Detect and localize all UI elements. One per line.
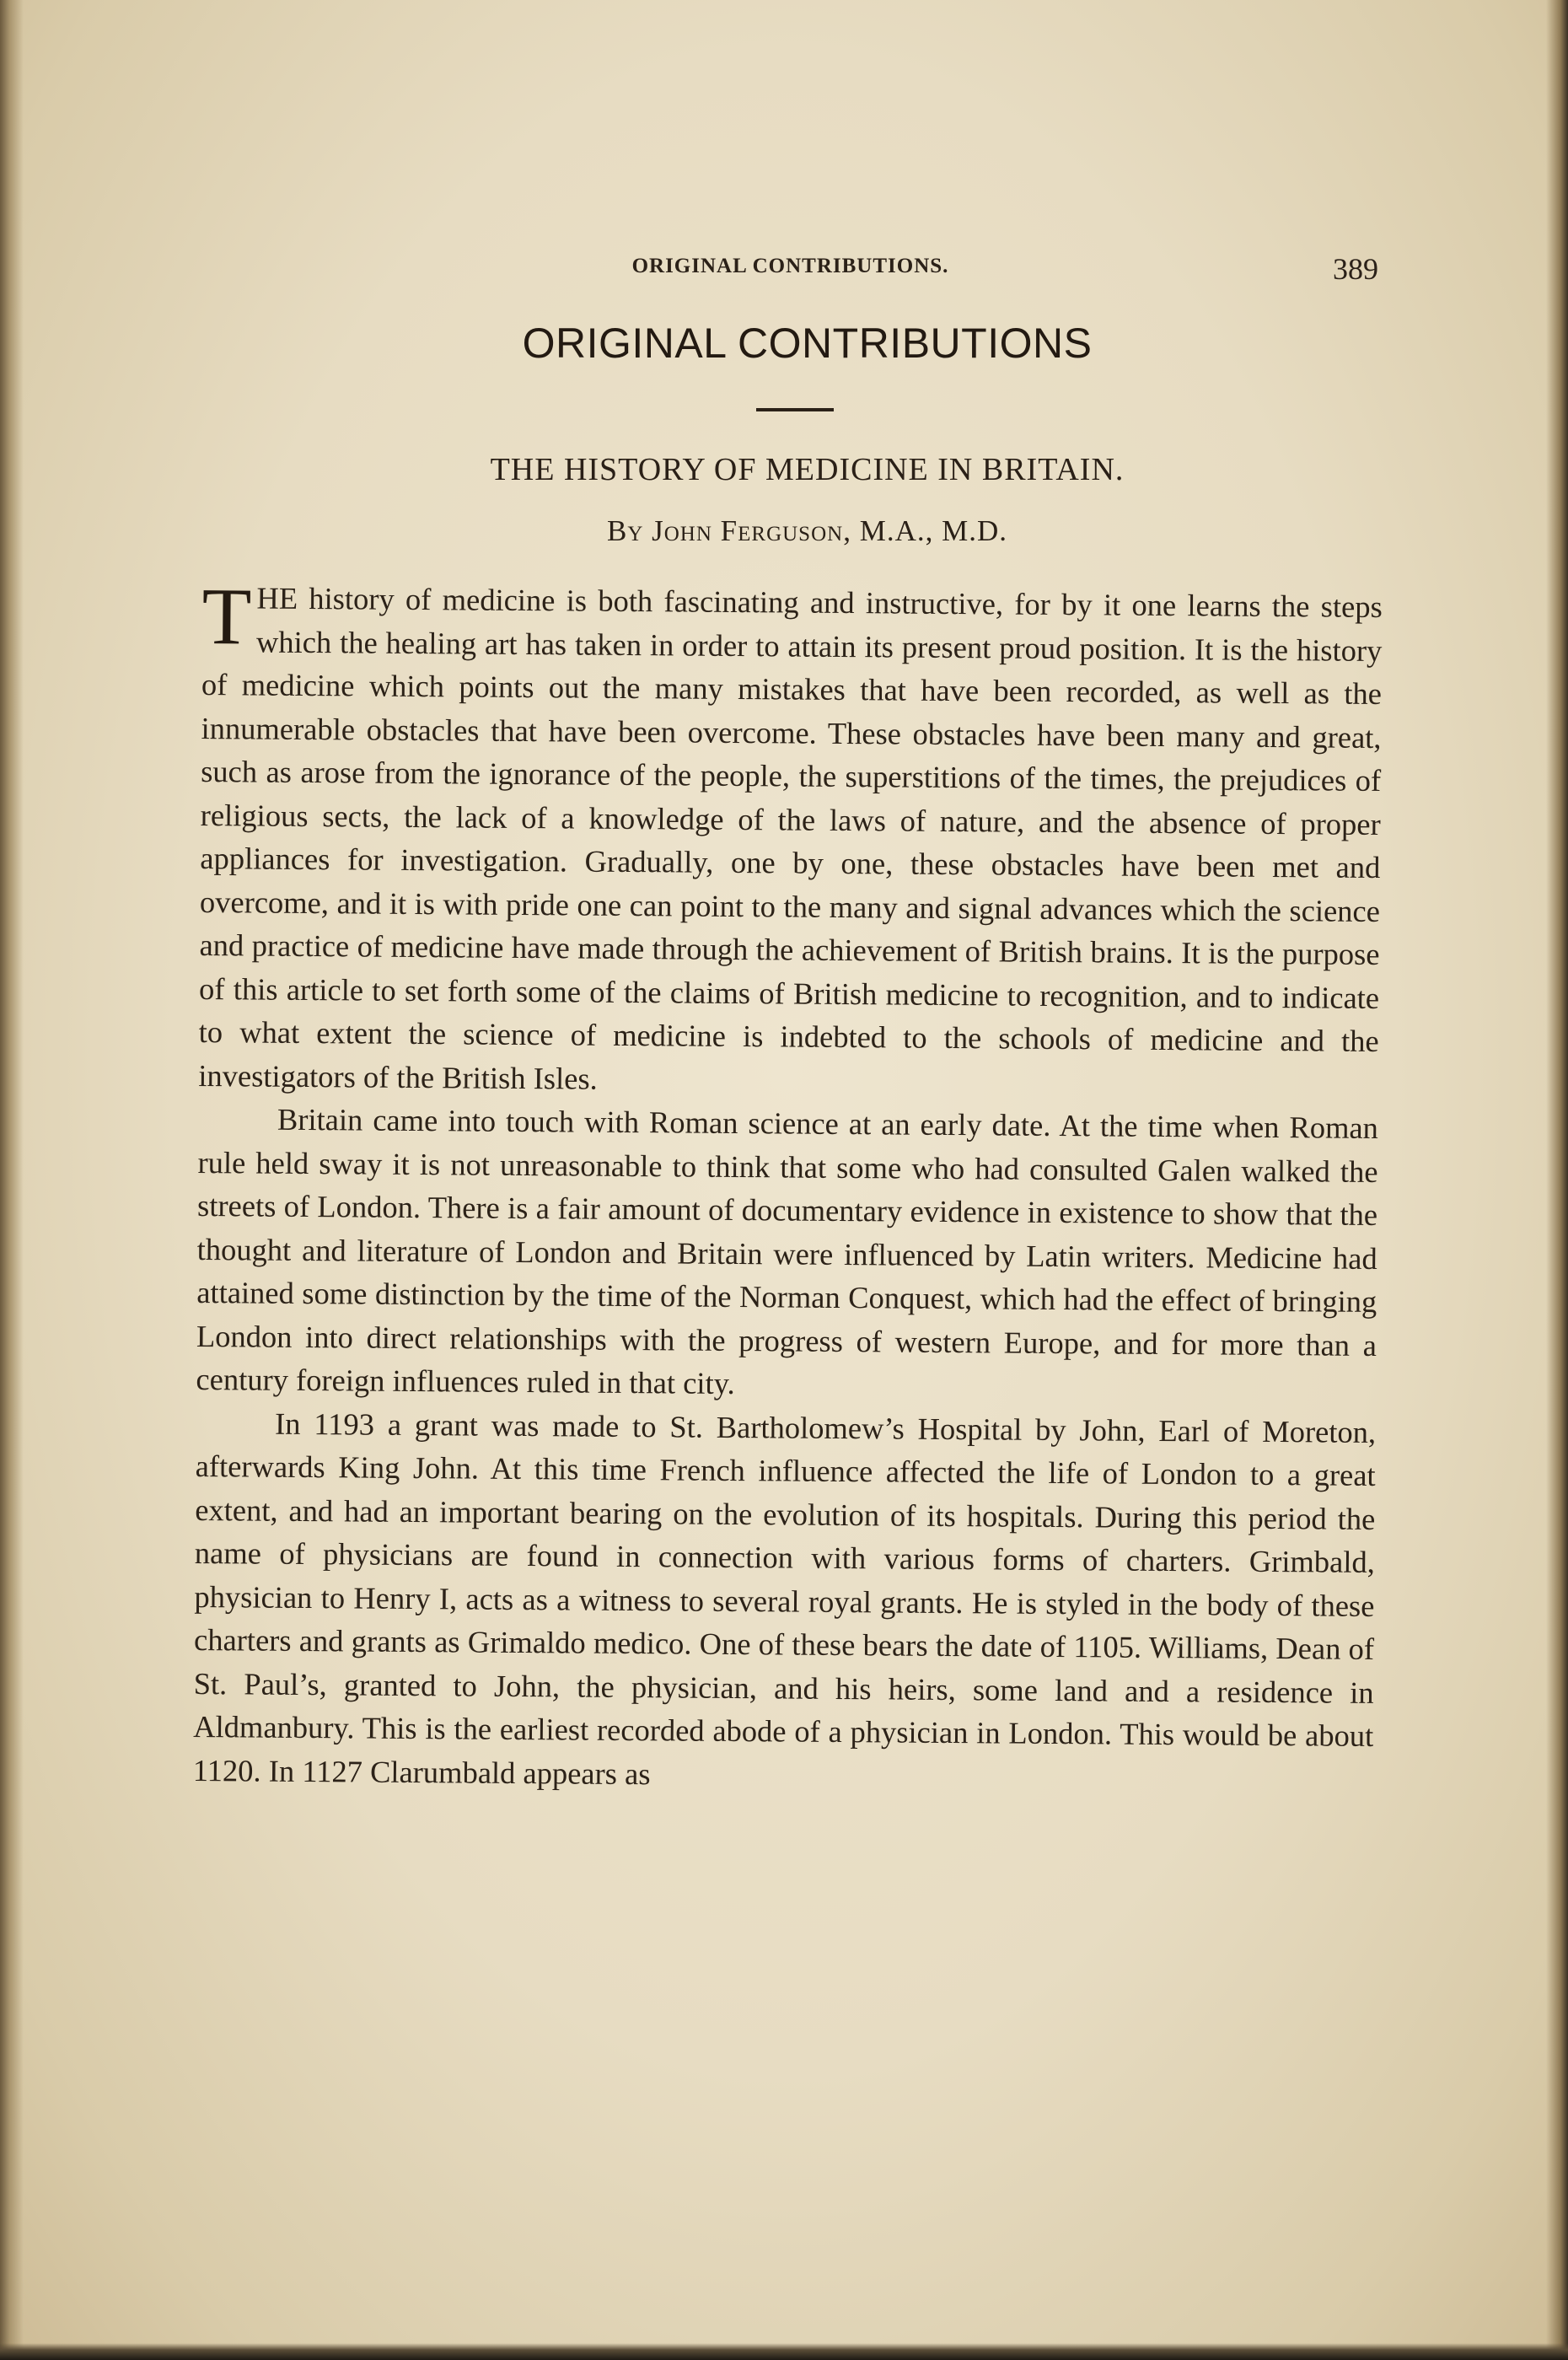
section-heading: ORIGINAL CONTRIBUTIONS	[522, 320, 1093, 367]
paragraph-1-text: history of medicine is both fascinating and instructive, for by it one learns the steps which the healing art has taken in order to attain its present proud position. It is the history of medicine which points out the many mistakes that have been recorded, as well as the innumerable obstacles that have been overcome. These obstacles have been many and great, such as arose from the ignorance of the people, the superstitions of the times, the prejudices of religious sects, the lack of a knowledge of the laws of nature, and the absence of proper appliances for investigation. Gradually, one by one, these obstacles have been met and overcome, and it is with pride one can point to the many and signal advances which the science and practice of medicine have made through the achievement of British brains. It is the purpose of this article to set forth some of the claims of British medicine to recognition, and to indicate to what extent the science of medicine is indebted to the schools of medicine and the investigators of the British Isles.	[198, 580, 1383, 1096]
drop-cap: T	[201, 571, 252, 662]
running-head	[202, 252, 1378, 292]
page-edge-bottom	[0, 2343, 1568, 2360]
paragraph-3: In 1193 a grant was made to St. Bartholomew’s Hospital by John, Earl of Moreton, afterwards King John. At this time French influence affected the life of London to a great extent, and had an important bearing on the evolution of its hospitals. During this period the name of physicians are found in connection with various forms of charters. Grimbald, physician to Henry I, acts as a witness to several royal grants. He is styled in the body of these charters and grants as Grimaldo medico. One of these bears the date of 1105. Williams, Dean of St. Paul’s, granted to John, the physician, and his heirs, some land and a residence in Aldmanbury. This is the earliest recorded abode of a physician in London. This would be about 1120. In 1127 Clarumbald appears as	[192, 1406, 1377, 1791]
paragraph-2: Britain came into touch with Roman science at an early date. At the time when Roman rule held sway it is not unreasonable to think that some who had consulted Galen walked the streets of London. There is a fair amount of documentary evidence in existence to show that the thought and literature of London and Britain were influenced by Latin writers. Medicine had attained some distinction by the time of the Norman Conquest, which had the effect of bringing London into direct relationships with the progress of western Europe, and for more than a century foreign influences ruled in that city.	[196, 1101, 1379, 1400]
spine-shadow	[0, 0, 24, 2360]
paragraph-1	[198, 571, 1383, 1106]
lead-small-caps: HE	[256, 580, 298, 616]
heading-rule	[756, 408, 834, 411]
article-body	[192, 571, 1383, 1801]
article-title: THE HISTORY OF MEDICINE IN BRITAIN.	[490, 452, 1125, 487]
page-edge-right	[1546, 0, 1568, 2360]
page-number: 389	[1333, 252, 1378, 286]
running-head-title: ORIGINAL CONTRIBUTIONS.	[631, 255, 949, 277]
author-byline: By John Ferguson, M.A., M.D.	[606, 514, 1007, 547]
